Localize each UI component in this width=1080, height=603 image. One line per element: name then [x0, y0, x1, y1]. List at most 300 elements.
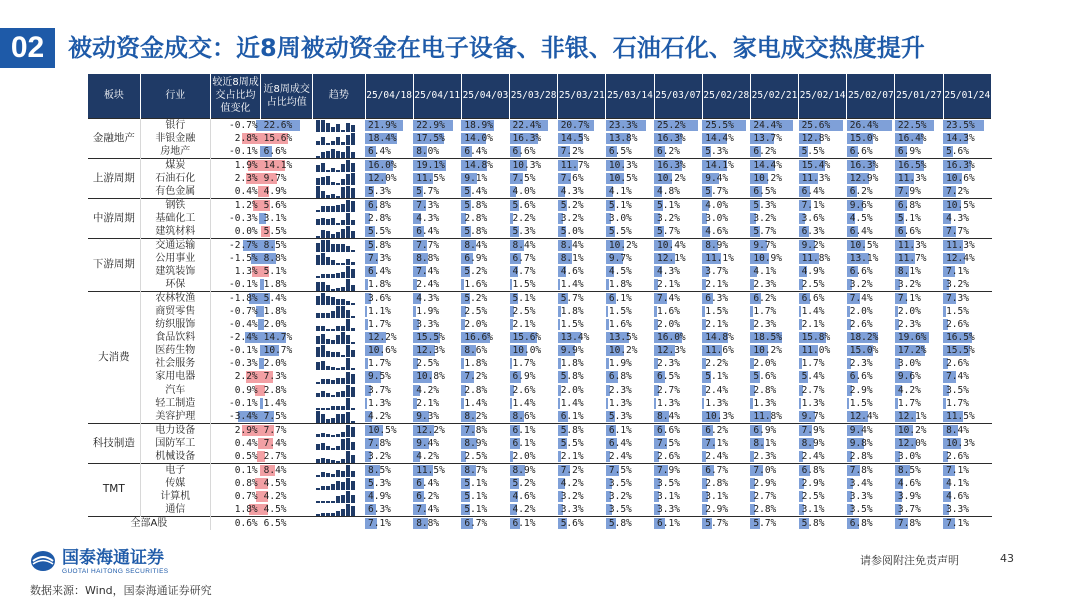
spark-bar [331, 329, 335, 331]
value-text: 12.2% [416, 424, 445, 436]
value-text: 3.1% [705, 490, 729, 502]
value-text: 1.8% [464, 358, 488, 370]
value-cell [750, 423, 798, 437]
value-cell [510, 238, 558, 252]
spark-bar [326, 170, 330, 172]
spark-bar [321, 391, 325, 396]
spark-bar [341, 244, 345, 252]
value-cell [702, 410, 750, 424]
value-cell [654, 252, 702, 265]
value-cell [799, 477, 847, 490]
spark-bar [331, 149, 335, 158]
value-cell [461, 185, 509, 199]
value-text: -2.4% [229, 332, 258, 344]
value-text: 2.8% [368, 212, 391, 224]
industry-label: 轻工制造 [140, 397, 210, 410]
value-text: 5.5% [801, 145, 825, 157]
value-cell [461, 238, 509, 252]
spark-bar [341, 326, 345, 331]
value-text: 1.7% [368, 319, 391, 331]
value-cell [654, 410, 702, 424]
value-text: 7.5% [263, 410, 287, 422]
turnover-table [88, 74, 992, 530]
value-text: 7.2% [560, 145, 584, 157]
value-text: 5.4% [263, 292, 287, 304]
value-text: 3.5% [849, 504, 873, 515]
value-cell [943, 517, 991, 531]
value-cell [654, 225, 702, 239]
spark-bar [316, 411, 320, 423]
value-cell [210, 225, 260, 239]
spark-bar [331, 380, 335, 383]
value-text: 6.4% [368, 145, 391, 157]
value-cell [510, 344, 558, 357]
value-text: 1.8% [234, 504, 258, 515]
value-cell [558, 423, 606, 437]
value-text: 3.3% [560, 504, 584, 515]
value-text: 9.6% [849, 199, 873, 211]
value-cell [943, 503, 991, 517]
value-text: 4.9% [263, 185, 287, 197]
value-text: 5.7% [416, 185, 440, 197]
value-cell [799, 132, 847, 145]
value-cell [799, 503, 847, 517]
industry-label: 机械设备 [140, 450, 210, 464]
spark-bar [341, 220, 345, 225]
spark-bar [346, 398, 350, 410]
value-text: 10.6% [368, 345, 397, 357]
value-text: 4.6% [560, 265, 584, 277]
value-cell [943, 344, 991, 357]
value-text: -0.3% [229, 358, 258, 370]
value-text: 2.5% [416, 358, 440, 370]
spark-bar [316, 347, 320, 357]
value-cell [654, 278, 702, 292]
value-text: 6.4% [368, 265, 391, 277]
spark-bar [346, 246, 350, 252]
spark-bar [331, 367, 335, 370]
value-text: 8.8% [416, 252, 440, 264]
value-cell [510, 450, 558, 464]
value-cell [461, 172, 509, 185]
value-text: 16.0% [657, 332, 686, 344]
spark-bar [326, 176, 330, 185]
spark-bar [316, 178, 320, 184]
spark-bar [316, 276, 320, 278]
trend-sparkline [313, 503, 365, 517]
value-cell [461, 423, 509, 437]
value-text: 11.0% [801, 345, 831, 357]
value-text: 6.7% [464, 518, 488, 529]
value-text: 4.2% [368, 410, 391, 422]
value-text: 9.1% [464, 172, 488, 184]
industry-label: 美容护理 [140, 410, 210, 424]
value-cell [895, 265, 943, 278]
value-text: 12.2% [368, 332, 397, 344]
value-text: 2.3% [753, 278, 777, 290]
value-cell [261, 344, 313, 357]
spark-bar [331, 206, 335, 212]
value-cell [702, 145, 750, 159]
value-text: 9.2% [801, 239, 825, 251]
spark-bar [326, 434, 330, 436]
value-cell [847, 397, 895, 410]
value-text: 6.1% [657, 518, 680, 529]
value-text: 10.3% [705, 410, 734, 422]
value-text: 16.3% [657, 132, 686, 144]
spark-bar [336, 232, 340, 238]
value-text: 3.6% [801, 212, 825, 224]
value-cell [799, 397, 847, 410]
spark-bar [336, 368, 340, 370]
value-cell [895, 172, 943, 185]
trend-sparkline [313, 172, 365, 185]
value-cell [606, 463, 654, 477]
value-cell [895, 331, 943, 344]
value-cell [261, 490, 313, 503]
industry-label: 农林牧渔 [140, 291, 210, 305]
value-cell [461, 212, 509, 225]
spark-bar [351, 455, 355, 462]
value-cell [750, 503, 798, 517]
value-text: 7.3% [368, 252, 391, 264]
value-cell [799, 463, 847, 477]
value-cell [702, 437, 750, 450]
value-text: 6.6% [263, 145, 287, 157]
value-cell [413, 118, 461, 132]
value-cell [750, 118, 798, 132]
value-cell [606, 490, 654, 503]
value-cell [654, 158, 702, 172]
value-text: 5.6% [753, 371, 777, 383]
value-text: 12.0% [368, 172, 397, 184]
value-cell [365, 238, 413, 252]
header-avg: 近8周成交占比均值 [261, 74, 313, 118]
spark-bar [326, 513, 330, 516]
value-text: 10.3% [946, 437, 975, 449]
spark-bar [346, 135, 350, 145]
value-text: 6.5% [263, 518, 287, 529]
value-text: 5.5% [560, 437, 584, 449]
value-text: 7.1% [897, 292, 921, 304]
value-text: 2.3% [849, 358, 873, 370]
value-text: 3.7% [705, 265, 729, 277]
table-row [88, 370, 992, 383]
value-cell [943, 450, 991, 464]
value-cell [261, 517, 313, 531]
value-text: 10.5% [608, 172, 638, 184]
table-row [88, 477, 992, 490]
value-cell [895, 503, 943, 517]
value-text: 4.2% [263, 490, 287, 502]
value-text: -1.8% [229, 292, 258, 304]
industry-label: 电力设备 [140, 423, 210, 437]
value-cell [558, 517, 606, 531]
value-cell [413, 132, 461, 145]
value-cell [261, 265, 313, 278]
value-text: 14.8% [705, 332, 734, 344]
spark-bar [326, 231, 330, 238]
sector-label: 上游周期 [88, 158, 140, 198]
value-cell [799, 172, 847, 185]
value-text: 2.4% [705, 450, 729, 462]
spark-bar [346, 310, 350, 318]
spark-bar [326, 219, 330, 225]
industry-label: 石油石化 [140, 172, 210, 185]
spark-bar [346, 425, 350, 437]
trend-sparkline [313, 384, 365, 397]
spark-bar [326, 393, 330, 396]
value-cell [606, 265, 654, 278]
value-text: 11.5% [416, 464, 445, 476]
value-text: 5.4% [464, 185, 488, 197]
value-cell [606, 172, 654, 185]
spark-bar [316, 313, 320, 318]
value-text: 3.2% [849, 278, 873, 290]
value-cell [895, 477, 943, 490]
spark-bar [341, 406, 345, 409]
value-cell [510, 265, 558, 278]
value-cell [461, 158, 509, 172]
header-industry: 行业 [140, 74, 210, 118]
value-text: 5.7% [753, 518, 777, 529]
spark-bar [341, 391, 345, 397]
value-text: 4.1% [946, 477, 969, 489]
value-text: 5.7% [705, 185, 729, 197]
trend-sparkline [313, 331, 365, 344]
value-cell [413, 410, 461, 424]
value-cell [261, 145, 313, 159]
value-cell [365, 384, 413, 397]
value-cell [461, 410, 509, 424]
spark-bar [321, 240, 325, 252]
value-text: 6.5% [753, 185, 777, 197]
value-cell [606, 238, 654, 252]
value-cell [510, 305, 558, 318]
value-text: 6.8% [368, 199, 391, 211]
spark-bar [346, 123, 350, 131]
value-text: 14.5% [560, 132, 590, 144]
spark-bar [351, 285, 355, 291]
value-cell [702, 278, 750, 292]
value-cell [799, 118, 847, 132]
value-cell [510, 158, 558, 172]
table-row [88, 331, 992, 344]
spark-bar [336, 137, 340, 144]
value-cell [799, 265, 847, 278]
value-cell [558, 503, 606, 517]
value-text: 3.2% [368, 450, 391, 462]
spark-bar [331, 218, 335, 225]
value-text: 2.0% [560, 384, 584, 396]
spark-bar [341, 471, 345, 477]
value-cell [413, 370, 461, 383]
value-text: 4.3% [416, 292, 440, 304]
value-cell [606, 384, 654, 397]
value-cell [750, 198, 798, 212]
value-cell [606, 118, 654, 132]
spark-bar [341, 439, 345, 450]
value-text: 7.7% [263, 424, 287, 436]
value-text: 6.3% [368, 504, 391, 515]
value-cell [365, 212, 413, 225]
value-cell [895, 212, 943, 225]
value-cell [702, 318, 750, 331]
value-text: 12.0% [897, 437, 927, 449]
value-text: 1.7% [368, 358, 391, 370]
spark-bar [346, 385, 350, 397]
spark-bar [351, 421, 355, 423]
value-cell [461, 132, 509, 145]
value-cell [510, 357, 558, 370]
value-cell [750, 145, 798, 159]
value-cell [943, 278, 991, 292]
disclaimer-note: 请参阅附注免责声明 [860, 554, 959, 567]
value-cell [943, 238, 991, 252]
industry-label: 环保 [140, 278, 210, 292]
sector-label: 下游周期 [88, 238, 140, 291]
value-cell [847, 185, 895, 199]
spark-bar [321, 206, 325, 211]
value-text: 1.3% [368, 397, 391, 409]
value-text: 2.0% [464, 319, 488, 331]
value-cell [943, 357, 991, 370]
sector-label: TMT [88, 463, 140, 516]
value-cell [895, 344, 943, 357]
spark-bar [326, 143, 330, 145]
value-cell [413, 145, 461, 159]
value-text: 3.2% [753, 212, 777, 224]
spark-bar [351, 495, 355, 503]
value-cell [799, 291, 847, 305]
value-text: 4.3% [416, 212, 440, 224]
value-text: 1.3% [608, 397, 632, 409]
spark-bar [321, 361, 325, 371]
value-text: 1.5% [849, 397, 873, 409]
spark-bar [326, 123, 330, 132]
value-text: 9.9% [560, 345, 584, 357]
industry-label: 通信 [140, 503, 210, 517]
value-cell [365, 410, 413, 424]
value-text: 10.6% [946, 172, 975, 184]
sector-label: 大消费 [88, 291, 140, 423]
spark-bar [326, 379, 330, 384]
value-cell [654, 397, 702, 410]
value-text: 2.5% [801, 278, 825, 290]
value-cell [895, 225, 943, 239]
value-text: 20.7% [560, 119, 590, 131]
value-text: 13.5% [608, 332, 638, 344]
value-cell [413, 158, 461, 172]
value-cell [365, 423, 413, 437]
value-cell [943, 212, 991, 225]
value-cell [847, 212, 895, 225]
value-text: 2.9% [705, 504, 729, 515]
value-text: 8.4% [263, 464, 287, 476]
value-cell [606, 145, 654, 159]
value-text: 2.3% [234, 172, 258, 184]
value-cell [365, 490, 413, 503]
industry-label: 传媒 [140, 477, 210, 490]
value-text: 9.8% [849, 437, 873, 449]
spark-bar [321, 433, 325, 436]
value-text: 11.7% [560, 159, 590, 171]
value-cell [799, 384, 847, 397]
value-text: 8.4% [560, 239, 584, 251]
value-cell [413, 225, 461, 239]
value-text: 24.4% [753, 119, 782, 131]
value-text: 7.4% [416, 504, 440, 515]
spark-bar [316, 186, 320, 198]
value-cell [510, 318, 558, 331]
value-text: 3.0% [705, 212, 729, 224]
spark-bar [331, 474, 335, 477]
value-cell [365, 185, 413, 199]
value-text: 15.0% [849, 345, 879, 357]
value-text: 5.5% [368, 225, 391, 237]
spark-bar [316, 488, 320, 490]
value-cell [558, 370, 606, 383]
industry-label: 建筑材料 [140, 225, 210, 239]
value-text: 6.8% [608, 371, 632, 383]
value-text: 9.4% [705, 172, 729, 184]
value-cell [799, 252, 847, 265]
value-text: 3.1% [263, 212, 287, 224]
spark-bar [331, 340, 335, 345]
spark-bar [351, 442, 355, 450]
spark-bar [341, 142, 345, 144]
value-text: 4.2% [560, 477, 584, 489]
value-text: 4.1% [608, 185, 632, 197]
value-text: 6.2% [753, 145, 777, 157]
industry-label: 非银金融 [140, 132, 210, 145]
value-cell [654, 212, 702, 225]
value-text: 2.0% [512, 450, 536, 462]
value-cell [847, 344, 895, 357]
value-text: 5.1% [464, 504, 488, 515]
spark-bar [351, 188, 355, 198]
value-text: 0.5% [234, 450, 258, 462]
table-row [88, 410, 992, 424]
value-cell [895, 397, 943, 410]
spark-bar [321, 152, 325, 157]
value-cell [461, 318, 509, 331]
value-cell [261, 172, 313, 185]
spark-bar [321, 513, 325, 516]
value-text: 7.1% [946, 518, 969, 529]
spark-bar [351, 471, 355, 477]
value-cell [261, 370, 313, 383]
value-cell [461, 477, 509, 490]
value-cell [606, 357, 654, 370]
value-cell [461, 278, 509, 292]
value-text: 15.6% [512, 332, 542, 344]
value-cell [558, 238, 606, 252]
value-text: 4.5% [263, 477, 287, 489]
value-cell [943, 410, 991, 424]
value-text: 5.2% [464, 265, 488, 277]
value-text: 2.1% [657, 278, 680, 290]
value-cell [558, 172, 606, 185]
value-cell [210, 291, 260, 305]
value-text: 18.4% [368, 132, 397, 144]
value-cell [413, 331, 461, 344]
value-text: 1.7% [946, 397, 969, 409]
value-text: 7.2% [946, 185, 969, 197]
value-cell [750, 185, 798, 199]
value-cell [606, 503, 654, 517]
spark-bar [341, 229, 345, 238]
